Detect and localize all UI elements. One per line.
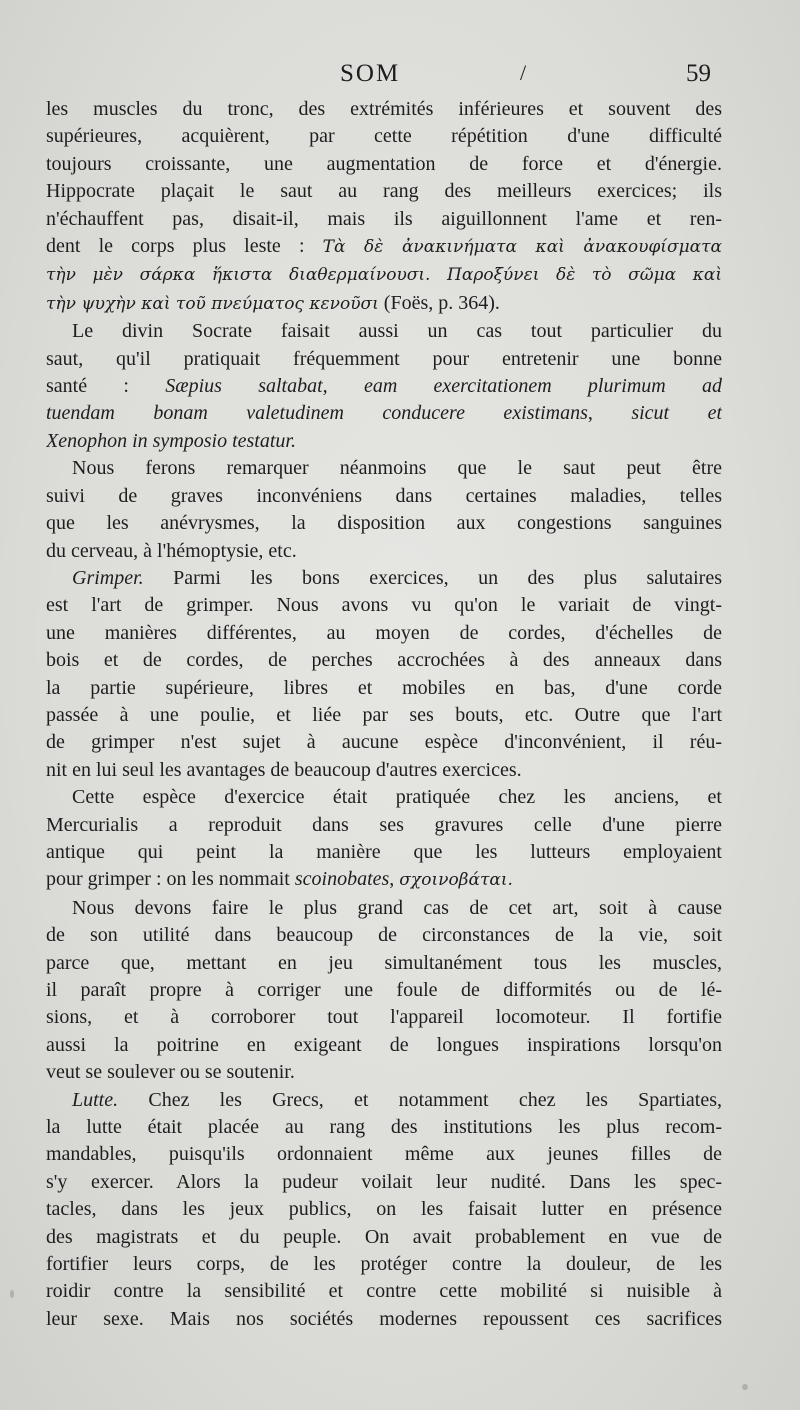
text-line (46, 261, 722, 289)
text-run: une manières différentes, au moyen de cordes, d'échelles de (46, 621, 722, 644)
greek-text: τὴν ψυχὴν καὶ τοῦ πνεύματος κενοῦσι (46, 293, 379, 314)
text-run: santé : (46, 375, 166, 398)
text-line (46, 1087, 722, 1114)
text-line (46, 455, 722, 482)
text-run: de son utilité dans beaucoup de circonstances de la vie, soit (46, 924, 722, 947)
text-run: des magistrats et du peuple. On avait probablement en vue de (46, 1225, 722, 1248)
text-run: suivi de graves inconvéniens dans certaines maladies, telles (46, 484, 722, 507)
text-run: la lutte était placée au rang des institutions les plus recom- (46, 1116, 722, 1139)
text-run: n'échauffent pas, disait-il, mais ils aiguillonnent l'ame et ren- (46, 207, 722, 230)
text-run: s'y exercer. Alors la pudeur voilait leur nudité. Dans les spec- (46, 1170, 722, 1193)
text-line (46, 1169, 722, 1196)
greek-text: τὴν μὲν σάρκα ἥκιστα διαθερμαίνουσι. Παροξύνει δὲ τὸ σῶμα καὶ (46, 265, 722, 286)
text-run: fortifier leurs corps, de les protéger contre la douleur, de les (46, 1253, 722, 1276)
ink-smudge (10, 1290, 14, 1298)
text-line (46, 1059, 722, 1086)
text-line (46, 620, 722, 647)
text-line (46, 784, 722, 811)
text-run: Nous devons faire le plus grand cas de cet art, soit à cause (72, 896, 722, 919)
text-run: tacles, dans les jeux publics, on les faisait lutter en présence (46, 1198, 722, 1221)
text-line (46, 290, 722, 318)
text-line (46, 483, 722, 510)
text-line (46, 922, 722, 949)
text-run: de grimper n'est sujet à aucune espèce d'inconvénient, il réu- (46, 731, 722, 754)
text-line (46, 702, 722, 729)
text-run: aussi la poitrine en exigeant de longues inspirations lorsqu'on (46, 1033, 722, 1056)
text-run: saut, qu'il pratiquait fréquemment pour entretenir une bonne (46, 347, 722, 370)
text-run: roidir contre la sensibilité et contre cette mobilité si nuisible à (46, 1280, 722, 1303)
text-line (46, 373, 722, 400)
body-text (46, 96, 722, 1333)
italic-text: Xenophon in symposio testatur. (46, 429, 296, 452)
text-line (46, 757, 722, 784)
text-run: passée à une poulie, et liée par ses bouts, etc. Outre que l'art (46, 703, 722, 726)
text-line (46, 346, 722, 373)
text-line (46, 96, 722, 123)
text-line (46, 428, 722, 455)
margin-mark: / (520, 60, 527, 85)
text-run: bois et de cordes, de perches accrochées à des anneaux dans (46, 649, 722, 672)
text-run: supérieures, acquièrent, par cette répétition d'une difficulté (46, 125, 722, 148)
ink-smudge (742, 1384, 748, 1390)
text-line (46, 1032, 722, 1059)
running-title: SOM (340, 60, 401, 87)
text-run: du cerveau, à l'hémoptysie, etc. (46, 539, 297, 562)
text-run: sions, et à corroborer tout l'appareil locomoteur. Il fortifie (46, 1006, 722, 1029)
greek-text: Τὰ δὲ ἀνακινήματα καὶ ἀνακουφίσματα (322, 237, 722, 258)
text-line (46, 977, 722, 1004)
text-run: Cette espèce d'exercice était pratiquée chez les anciens, et (72, 786, 722, 809)
italic-text: Lutte. (72, 1088, 119, 1111)
text-run: nit en lui seul les avantages de beaucoup d'autres exercices. (46, 758, 522, 781)
page-number: 59 (686, 60, 711, 87)
italic-text: Sæpius saltabat, eam exercitationem plurimum ad (165, 375, 722, 398)
running-head (0, 58, 800, 92)
text-run: est l'art de grimper. Nous avons vu qu'on le variait de vingt- (46, 594, 722, 617)
text-line (46, 538, 722, 565)
text-line (46, 1004, 722, 1031)
text-run: Parmi les bons exercices, un des plus salutaires (143, 566, 722, 589)
text-line (46, 647, 722, 674)
text-line (46, 1196, 722, 1223)
text-run: parce que, mettant en jeu simultanément tous les muscles, (46, 951, 722, 974)
text-line (46, 510, 722, 537)
text-run: que les anévrysmes, la disposition aux congestions sanguines (46, 512, 722, 535)
text-run: veut se soulever ou se soutenir. (46, 1061, 295, 1084)
italic-text: sicut et (631, 402, 722, 425)
text-run: Le divin Socrate faisait aussi un cas tout particulier du (72, 320, 722, 343)
text-line (46, 565, 722, 592)
text-line (46, 950, 722, 977)
text-line (46, 675, 722, 702)
text-run: Mercurialis a reproduit dans ses gravures celle d'une pierre (46, 813, 722, 836)
text-run: il paraît propre à corriger une foule de difformités ou de lé- (46, 979, 722, 1001)
italic-text: scoinobates (294, 868, 390, 891)
text-line (46, 592, 722, 619)
text-run: , (587, 402, 632, 425)
italic-text: tuendam bonam valetudinem conducere existimans (46, 402, 588, 425)
text-line (46, 895, 722, 922)
text-line (46, 812, 722, 839)
greek-text: σχοινοβάται. (399, 870, 513, 891)
text-run: pour grimper : on les nommait (46, 868, 295, 891)
text-line (46, 1114, 722, 1141)
text-line (46, 123, 722, 150)
text-run: leur sexe. Mais nos sociétés modernes repoussent ces sacrifices (46, 1307, 722, 1330)
text-line (46, 206, 722, 233)
text-line (46, 1306, 722, 1333)
text-line (46, 233, 722, 261)
text-run: , (389, 868, 400, 891)
text-line (46, 1278, 722, 1305)
text-run: Hippocrate plaçait le saut au rang des meilleurs exercices; ils (46, 180, 722, 203)
text-line (46, 1251, 722, 1278)
italic-text: Grimper. (72, 566, 144, 589)
text-run: les muscles du tronc, des extrémités inférieures et souvent des (46, 98, 722, 120)
text-line (46, 400, 722, 427)
text-line (46, 1224, 722, 1251)
text-run: (Foës, p. 364). (378, 291, 500, 314)
text-line (46, 729, 722, 756)
text-run: mandables, puisqu'ils ordonnaient même aux jeunes filles de (46, 1143, 722, 1166)
text-line (46, 1141, 722, 1168)
text-run: dent le corps plus leste : (46, 235, 323, 258)
text-line (46, 318, 722, 345)
text-run: toujours croissante, une augmentation de force et d'énergie. (46, 152, 722, 175)
text-run: Chez les Grecs, et notamment chez les Spartiates, (118, 1088, 722, 1111)
text-run: la partie supérieure, libres et mobiles en bas, d'une corde (46, 676, 722, 699)
text-run: Nous ferons remarquer néanmoins que le saut peut être (72, 457, 722, 480)
text-line (46, 151, 722, 178)
text-line (46, 178, 722, 205)
text-run: antique qui peint la manière que les lutteurs employaient (46, 840, 722, 863)
text-line (46, 839, 722, 866)
text-line (46, 866, 722, 894)
